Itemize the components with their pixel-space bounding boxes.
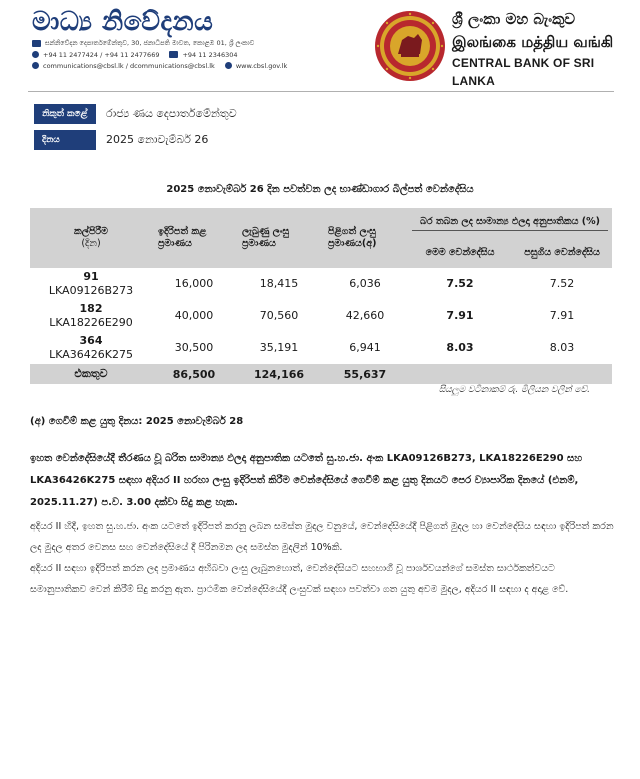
this-week-cell: 8.03 <box>446 341 474 354</box>
phase-two-amount-paragraph: අදියර II හිදී, ඉහත සු.හ.ජා. අංක යටතේ ඉදිරිපත් කරනු ලබන සමස්ත මුදල වනුයේ, වෙන්දේසියේදී පිළිගත් මුදල හා වෙන්දේසිය සඳහා ඉදිරිපත් කරන ලද මුදල අතර වෙනස සහ වෙන්දේසියේ දී පිරිනමන ලද සමස්ත මුදලින් 10%කි. <box>30 521 614 553</box>
prev-week-cell: 7.52 <box>549 277 575 290</box>
header-maturity: කල්පිරීම (දින) <box>30 208 152 268</box>
web-icon <box>225 62 232 69</box>
issued-by-value: රාජ්‍ය ණය දෙපාර්තමේන්තුව <box>106 107 237 120</box>
phase-two-notice: ඉහත වෙන්දේසියේදී තීරණය වූ බරිත සාමාන්‍ය ඵලදා අනුපාතික යටතේ සු.හ.ජා. අංක LKA09126B273, LKA18226E290 සහ LKA36426K275 සඳහා අදියර II හරහා ලංසු ඉදිරිපත් කිරීම වෙන්දේසියේ ගෙවීම් කළ යුතු දිනයට පෙර ව්‍යාපාරික දිනයේ (එනම්, 2025.11.27) ප.ව. 3.00 දක්වා සිදු කළ හැක. <box>30 453 583 508</box>
table-title: 2025 නොවැම්බර් 26 දින පවත්වන ලද භාණ්ඩාගාර බිල්පත් වෙන්දේසිය <box>166 184 474 195</box>
table-header-row <box>30 208 612 238</box>
bids-cell: 70,560 <box>259 309 299 322</box>
header-wayr: බර තබන ලද සාමාන්‍ය ඵලදා අනුපාතිකය (%) <box>408 208 612 238</box>
letterhead-left <box>32 6 332 71</box>
offered-cell: 16,000 <box>174 277 214 290</box>
accepted-cell: 42,660 <box>345 309 385 322</box>
accepted-cell: 6,036 <box>349 277 381 290</box>
settlement-footnote: (අ) ගෙවීම් කළ යුතු දිනය: 2025 නොවැම්බර් 28 <box>30 416 244 427</box>
phase-two-allocation-paragraph: අදියර II සඳහා ඉදිරිපත් කරන ලද ප්‍රමාණය අභිබවා ලංසු ලැබුනහොත්, වෙන්දේසියට සහභාගී වූ පාර්ශවයන්ගේ සමස්ත සාර්ථකත්වයට සමානුපාතිකව වෙන් කිරීම් සිදු කරනු ඇත. ප්‍රාථමික වෙන්දේසියේදී ලංසුවක් සඳහා පවත්වා ගත යුතු අවම මුදල, අදියර II සඳහා ද අදාළ වේ. <box>30 563 569 595</box>
date-value: 2025 නොවැම්බර් 26 <box>106 133 209 146</box>
web-text[interactable]: www.cbsl.gov.lk <box>235 61 288 70</box>
maturity-cell: 91 LKA09126B273 <box>48 270 134 297</box>
bids-cell: 35,191 <box>259 341 299 354</box>
email-text[interactable]: communications@cbsl.lk / dcommunications@cbsl.lk <box>43 61 215 70</box>
table-total-row <box>30 364 612 384</box>
maturity-cell: 182 LKA18226E290 <box>49 302 133 329</box>
issued-by-label: නිකුත් කළේ <box>34 104 96 124</box>
table-row <box>30 268 612 300</box>
header-bids: ලැබුණු ලංසු ප්‍රමාණය <box>236 208 322 268</box>
prev-week-cell: 8.03 <box>549 341 575 354</box>
bank-name-tamil: இலங்கை மத்திய வங்கி <box>452 33 614 51</box>
table-note: සියලුම වටිනාකම් රු. මිලියන වලින් වේ. <box>438 385 590 395</box>
bank-name-english: CENTRAL BANK OF SRI LANKA <box>452 56 595 88</box>
fax-text: +94 11 2346304 <box>182 50 238 59</box>
prev-week-cell: 7.91 <box>549 309 575 322</box>
phone-text: +94 11 2477424 / +94 11 2477669 <box>43 50 160 59</box>
bids-cell: 18,415 <box>259 277 299 290</box>
date-row <box>34 130 594 150</box>
contact-line <box>32 60 332 71</box>
this-week-cell: 7.52 <box>446 277 474 290</box>
header-prev-week: පසුගිය වෙන්දේසිය <box>512 238 612 268</box>
bank-name-sinhala: ශ්‍රී ලංකා මහ බැංකුව <box>452 10 576 28</box>
table-row <box>30 300 612 332</box>
media-release-title: මාධ්‍ය නිවේදනය <box>32 7 214 37</box>
date-label: දිනය <box>34 130 96 150</box>
total-accepted: 55,637 <box>322 364 408 384</box>
address-line <box>32 38 332 49</box>
this-week-cell: 7.91 <box>446 309 474 322</box>
bank-name-block <box>452 8 640 90</box>
header-divider <box>28 91 614 92</box>
accepted-cell: 6,941 <box>349 341 381 354</box>
header-this-week: මෙම වෙන්දේසිය <box>408 238 512 268</box>
total-offered: 86,500 <box>152 364 236 384</box>
location-icon <box>32 40 41 47</box>
offered-cell: 40,000 <box>174 309 214 322</box>
phone-icon <box>32 51 39 58</box>
cbsl-seal-icon <box>374 10 446 82</box>
maturity-cell: 364 LKA36426K275 <box>49 334 133 361</box>
offered-cell: 30,500 <box>174 341 214 354</box>
total-bids: 124,166 <box>236 364 322 384</box>
header-accepted: පිළිගත් ලංසු ප්‍රමාණය(අ) <box>322 208 408 268</box>
email-icon <box>32 62 39 69</box>
issued-by-row <box>34 104 594 124</box>
phone-line <box>32 49 332 60</box>
auction-results-table <box>30 208 612 384</box>
letterhead <box>0 0 640 92</box>
fax-icon <box>169 51 178 58</box>
header-offered: ඉදිරිපත් කළ ප්‍රමාණය <box>152 208 236 268</box>
table-row <box>30 332 612 364</box>
total-label: එකතුව <box>30 364 152 384</box>
address-text: සන්නිවේදන දෙපාර්තමේන්තුව, 30, ජනාධිපති මාවත, කොළඹ 01, ශ්‍රී ලංකාව <box>45 39 255 47</box>
